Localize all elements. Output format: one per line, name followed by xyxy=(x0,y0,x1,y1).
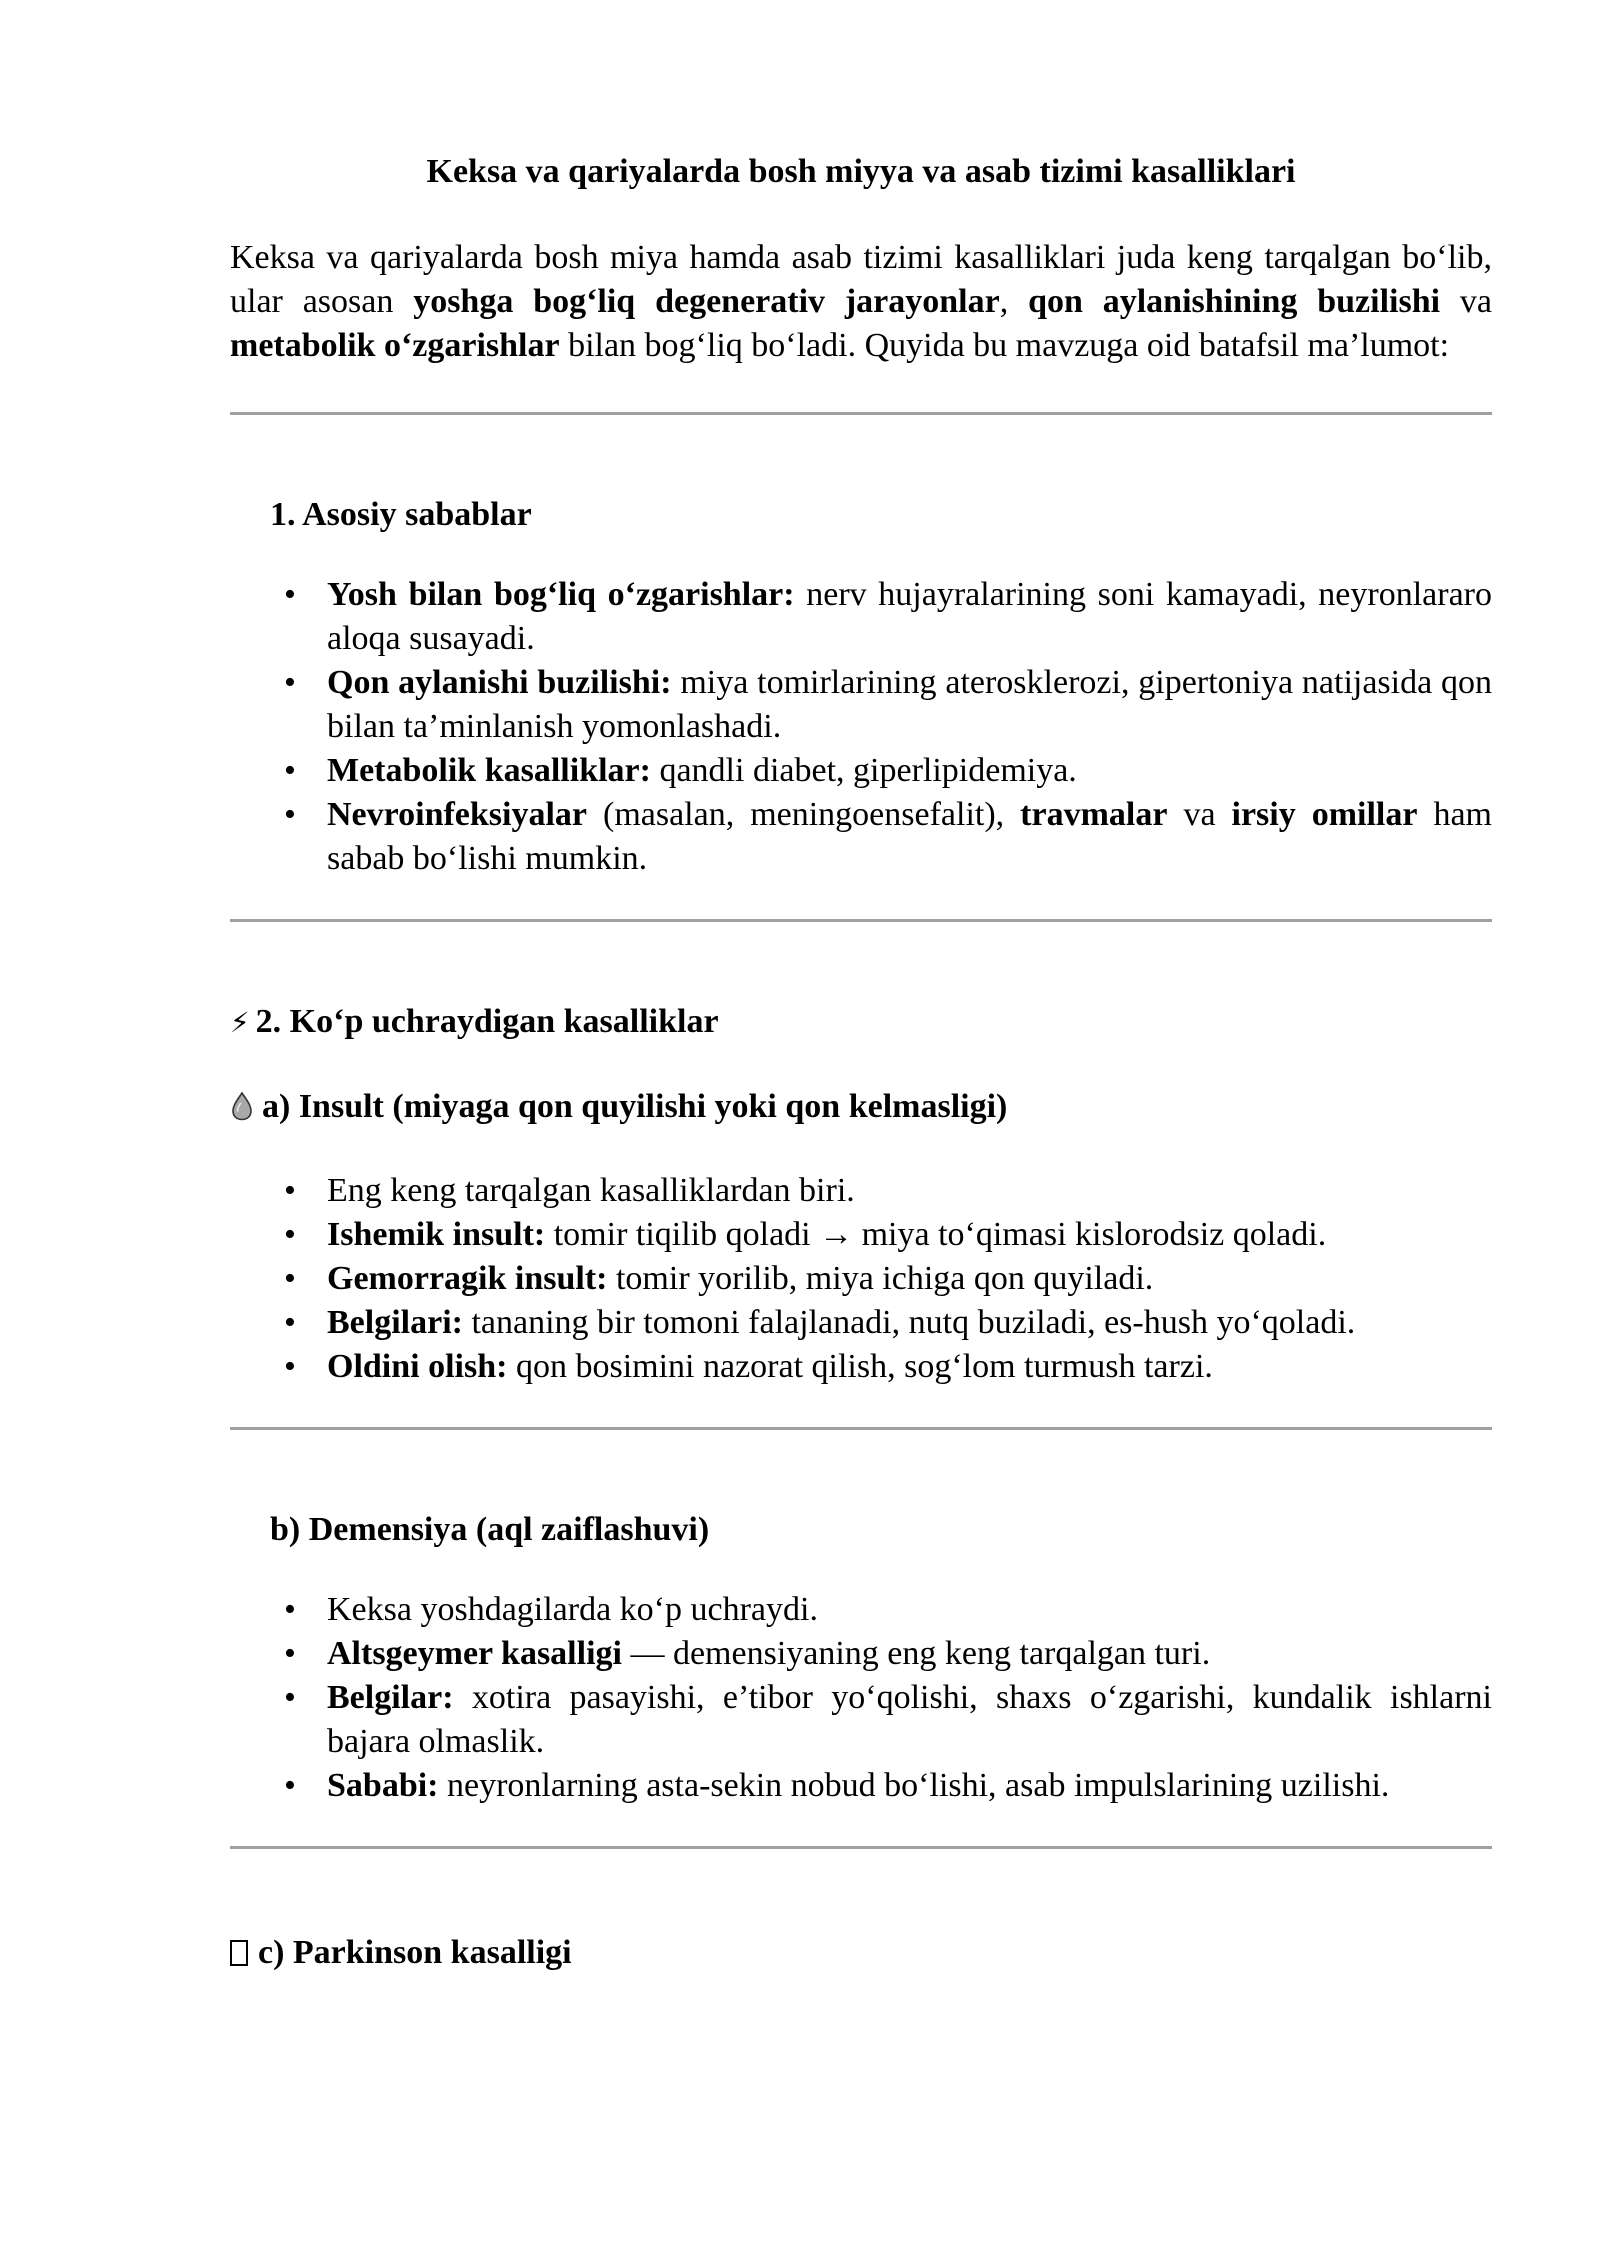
intro-bold: metabolik o‘zgarishlar xyxy=(230,327,560,364)
list-item xyxy=(230,749,1492,793)
dementia-list xyxy=(230,1588,1492,1808)
bullet: • xyxy=(284,752,296,789)
drop-icon xyxy=(230,1091,254,1121)
heading-text: a) Insult (miyaga qon quyilishi yoki qon kelmasligi) xyxy=(262,1088,1008,1125)
intro-text: bilan bog‘liq bo‘ladi. Quyida bu mavzuga oid batafsil ma’lumot: xyxy=(559,327,1450,364)
intro-text: va xyxy=(1440,283,1492,320)
section-heading-causes: 1. Asosiy sabablar xyxy=(270,496,532,533)
section-heading-diseases xyxy=(230,1000,1492,1045)
item-bold: irsiy omillar xyxy=(1231,796,1418,833)
item-bold: Metabolik kasalliklar: xyxy=(327,752,651,789)
list-item xyxy=(230,1301,1492,1345)
intro-text: , xyxy=(999,283,1029,320)
intro-bold: qon aylanishining buzilishi xyxy=(1028,283,1441,320)
item-text: tomir yorilib, miya ichiga qon quyiladi. xyxy=(607,1260,1154,1297)
item-text: Eng keng tarqalgan kasalliklardan biri. xyxy=(327,1172,855,1209)
item-text: ham sabab bo‘lishi mumkin. xyxy=(327,796,1492,877)
bullet: • xyxy=(284,1679,296,1716)
item-text: xotira pasayishi, e’tibor yo‘qolishi, shaxs o‘zgarishi, kundalik ishlarni bajara olmaslik. xyxy=(327,1679,1492,1760)
intro-bold: yoshga bog‘liq degenerativ jarayonlar xyxy=(413,283,1000,320)
item-bold: Altsgeymer kasalligi xyxy=(327,1635,622,1672)
list-item xyxy=(230,1345,1492,1389)
lightning-icon: ⚡ xyxy=(230,1006,250,1039)
bullet: • xyxy=(284,796,296,833)
item-bold: travmalar xyxy=(1020,796,1168,833)
item-text: nerv hujayralarining soni kamayadi, neyronlararo aloqa susayadi. xyxy=(327,576,1492,657)
list-item xyxy=(230,661,1492,749)
intro-paragraph xyxy=(230,236,1492,368)
bullet: • xyxy=(284,1767,296,1804)
item-text: tananing bir tomoni falajlanadi, nutq buziladi, es-hush yo‘qoladi. xyxy=(462,1304,1356,1341)
item-text: va xyxy=(1167,796,1232,833)
list-item xyxy=(230,573,1492,661)
item-bold: Ishemik insult: xyxy=(327,1216,546,1253)
missing-glyph-icon xyxy=(230,1940,248,1966)
bullet: • xyxy=(284,1591,296,1628)
intro-text: Keksa va qariyalarda bosh miya hamda asab tizimi kasalliklari juda keng tarqalgan bo‘lib, ular asosan xyxy=(230,239,1492,320)
bullet: • xyxy=(284,1635,296,1672)
item-text: qandli diabet, giperlipidemiya. xyxy=(650,752,1077,789)
list-item xyxy=(230,1213,1492,1257)
divider xyxy=(230,1846,1492,1849)
item-bold: Oldini olish: xyxy=(327,1348,508,1385)
bullet: • xyxy=(284,576,296,613)
item-text: neyronlarning asta-sekin nobud bo‘lishi, asab impulslarining uzilishi. xyxy=(438,1767,1390,1804)
item-text: — demensiyaning eng keng tarqalgan turi. xyxy=(621,1635,1211,1672)
item-text: Keksa yoshdagilarda ko‘p uchraydi. xyxy=(327,1591,818,1628)
heading-text: c) Parkinson kasalligi xyxy=(258,1934,572,1971)
document-title: Keksa va qariyalarda bosh miyya va asab tizimi kasalliklari xyxy=(426,153,1296,190)
section-heading-dementia: b) Demensiya (aql zaiflashuvi) xyxy=(270,1511,710,1548)
item-bold: Gemorragik insult: xyxy=(327,1260,608,1297)
heading-text: 2. Ko‘p uchraydigan kasalliklar xyxy=(255,1003,719,1040)
section-heading-parkinson xyxy=(230,1931,1492,1975)
list-item xyxy=(230,1632,1492,1676)
item-text: (masalan, meningoensefalit), xyxy=(587,796,1021,833)
list-item xyxy=(230,1588,1492,1632)
divider xyxy=(230,412,1492,415)
bullet: • xyxy=(284,1216,296,1253)
list-item xyxy=(230,1257,1492,1301)
bullet: • xyxy=(284,664,296,701)
section-heading-insult xyxy=(230,1085,1492,1129)
item-bold: Qon aylanishi buzilishi: xyxy=(327,664,672,701)
item-bold: Nevroinfeksiyalar xyxy=(327,796,588,833)
list-item xyxy=(230,1676,1492,1764)
bullet: • xyxy=(284,1348,296,1385)
insult-list xyxy=(230,1169,1492,1389)
item-bold: Yosh bilan bog‘liq o‘zgarishlar: xyxy=(327,576,795,613)
item-text: miya tomirlarining aterosklerozi, gipertoniya natijasida qon bilan ta’minlanish yomonlashadi. xyxy=(327,664,1493,745)
bullet: • xyxy=(284,1260,296,1297)
divider xyxy=(230,919,1492,922)
item-bold: Belgilar: xyxy=(327,1679,454,1716)
item-bold: Sababi: xyxy=(327,1767,439,1804)
bullet: • xyxy=(284,1304,296,1341)
list-item xyxy=(230,1169,1492,1213)
item-bold: Belgilari: xyxy=(327,1304,463,1341)
document-page xyxy=(230,150,1492,1975)
item-text: qon bosimini nazorat qilish, sog‘lom turmush tarzi. xyxy=(507,1348,1213,1385)
item-text: tomir tiqilib qoladi → miya to‘qimasi kislorodsiz qoladi. xyxy=(545,1216,1327,1253)
bullet: • xyxy=(284,1172,296,1209)
causes-list xyxy=(230,573,1492,881)
list-item xyxy=(230,793,1492,881)
list-item xyxy=(230,1764,1492,1808)
divider xyxy=(230,1427,1492,1430)
